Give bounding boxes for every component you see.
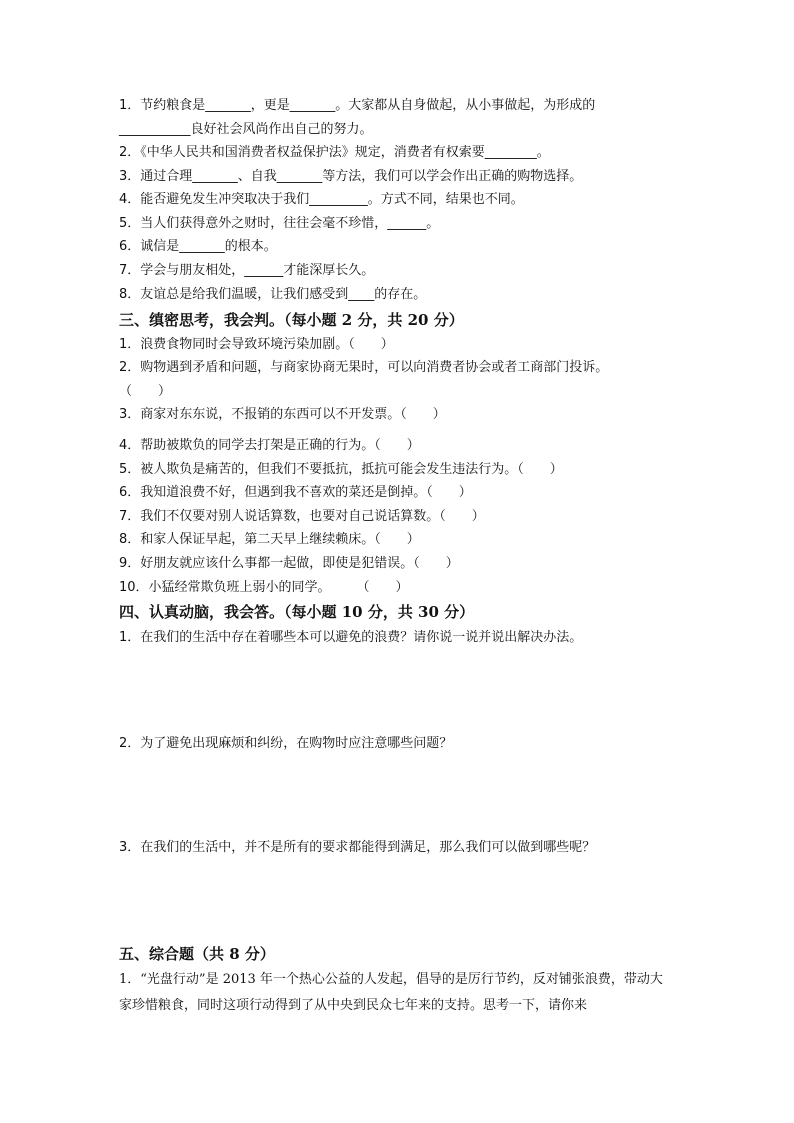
judge-item-6: 6．我知道浪费不好，但遇到我不喜欢的菜还是倒掉。（ ） xyxy=(119,485,472,500)
fill-blank-item-3: 3．通过合理_______、自我_______等方法，我们可以学会作出正确的购物选择。 xyxy=(119,169,583,184)
section-4-heading: 四、认真动脑，我会答。（每小题 10 分，共 30 分） xyxy=(119,603,475,621)
judge-item-4: 4．帮助被欺负的同学去打架是正确的行为。（ ） xyxy=(119,438,420,453)
judge-item-9: 9．好朋友就应该什么事都一起做，即使是犯错误。（ ） xyxy=(119,556,459,571)
fill-blank-item-1-cont: ___________良好社会风尚作出自己的努力。 xyxy=(119,122,373,137)
fill-blank-item-7: 7．学会与朋友相处，______才能深厚长久。 xyxy=(119,263,375,278)
answer-question-2: 2．为了避免出现麻烦和纠纷，在购物时应注意哪些问题？ xyxy=(119,736,453,751)
answer-question-3: 3．在我们的生活中，并不是所有的要求都能得到满足，那么我们可以做到哪些呢？ xyxy=(119,840,596,855)
fill-blank-item-5: 5．当人们获得意外之财时，往往会毫不珍惜，______。 xyxy=(119,216,440,231)
section-5-heading: 五、综合题（共 8 分） xyxy=(119,945,275,963)
judge-item-1: 1．浪费食物同时会导致环境污染加剧。（ ） xyxy=(119,337,394,352)
composite-question-1: 1．“光盘行动”是 2013 年一个热心公益的人发起，倡导的是厉行节约，反对铺张浪费，带动大家珍惜粮食，同时这项行动得到了从中央到民众七年来的支持。思考一下，请你来 xyxy=(119,972,663,1013)
fill-blank-item-1: 1．节约粮食是_______，更是_______。大家都从自身做起，从小事做起，为形成的 xyxy=(119,98,596,113)
judge-item-8: 8．和家人保证早起，第二天早上继续赖床。（ ） xyxy=(119,532,420,547)
judge-item-10: 10．小猛经常欺负班上弱小的同学。 （ ） xyxy=(119,580,409,595)
judge-item-5: 5．被人欺负是痛苦的，但我们不要抵抗，抵抗可能会发生违法行为。（ ） xyxy=(119,462,563,477)
judge-item-2: 2．购物遇到矛盾和问题，与商家协商无果时，可以向消费者协会或者工商部门投诉。 xyxy=(119,360,609,375)
fill-blank-item-4: 4．能否避免发生冲突取决于我们_________。方式不同，结果也不同。 xyxy=(119,192,524,207)
judge-item-7: 7．我们不仅要对别人说话算数，也要对自己说话算数。（ ） xyxy=(119,509,485,524)
answer-question-1: 1．在我们的生活中存在着哪些本可以避免的浪费？请你说一说并说出解决办法。 xyxy=(119,630,583,645)
fill-blank-item-2: 2．《中华人民共和国消费者权益保护法》规定，消费者有权索要________。 xyxy=(119,145,550,160)
section-3-heading: 三、缜密思考，我会判。（每小题 2 分，共 20 分） xyxy=(119,311,464,329)
judge-item-2-bracket: （ ） xyxy=(119,384,172,399)
fill-blank-item-6: 6．诚信是_______的根本。 xyxy=(119,239,277,254)
judge-item-3: 3．商家对东东说，不报销的东西可以不开发票。（ ） xyxy=(119,407,446,422)
fill-blank-item-8: 8．友谊总是给我们温暖，让我们感受到____的存在。 xyxy=(119,287,427,302)
